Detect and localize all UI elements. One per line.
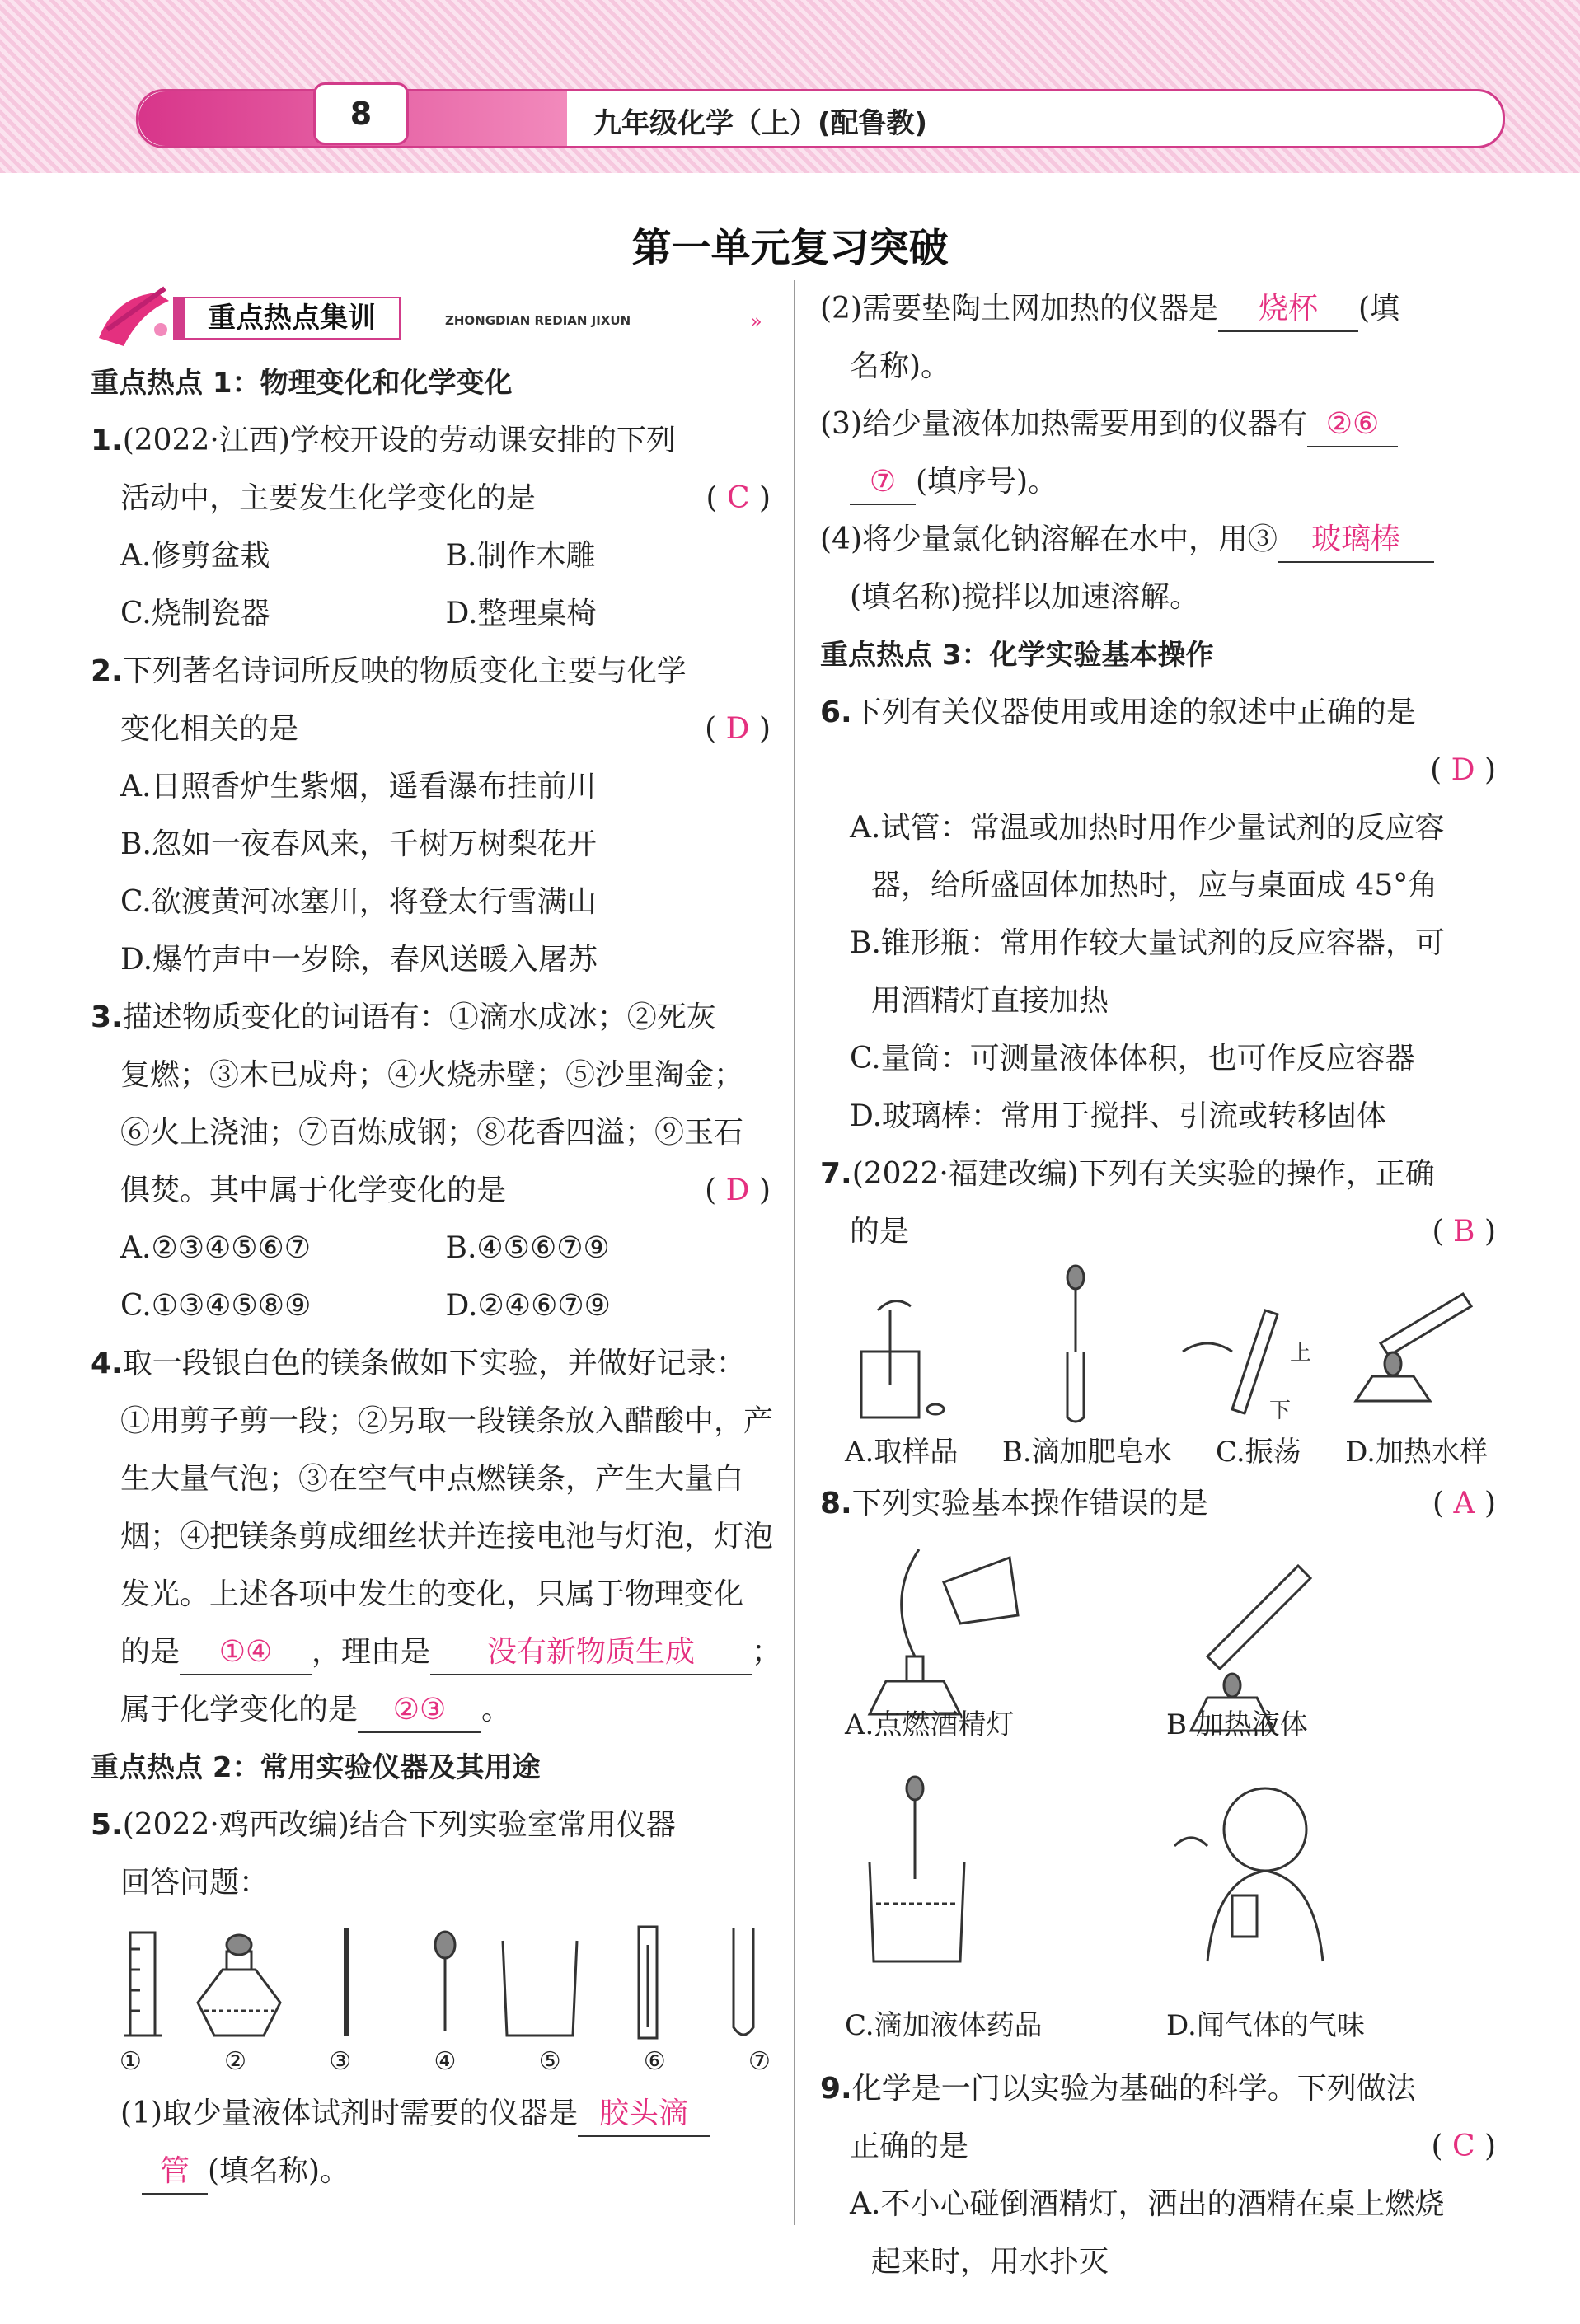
question-text: (2022·鸡西改编)结合下列实验室常用仪器 <box>122 1808 676 1842</box>
question-text: 复燃；③木已成舟；④火烧赤壁；⑤沙里淘金； <box>120 1058 744 1092</box>
caption-a: A.点燃酒精灯 <box>845 1708 1015 1741</box>
option-b: B.④⑤⑥⑦⑨ <box>445 1231 610 1265</box>
question-text: 生大量气泡；③在空气中点燃镁条，产生大量白 <box>120 1462 744 1496</box>
question-text: 的是 <box>120 1635 181 1669</box>
answer-blank: ⑦ <box>850 461 916 505</box>
question-text: 下列著名诗词所反映的物质变化主要与化学 <box>122 654 687 688</box>
question-5 <box>91 1797 771 1854</box>
options-row <box>91 527 771 585</box>
answer: D <box>1451 753 1475 787</box>
option-c: C.量筒：可测量液体体积，也可作反应容器 <box>850 1042 1415 1075</box>
answer-paren: ( B ) <box>1432 1215 1496 1249</box>
instruments-drawing <box>91 1920 771 2044</box>
label-5: ⑤ <box>538 2047 561 2076</box>
question-text: 描述物质变化的词语有：①滴水成冰；②死灰 <box>122 1000 716 1034</box>
options-row <box>91 1220 771 1277</box>
question-number: 2. <box>91 654 123 688</box>
question-number: 3. <box>91 1000 123 1034</box>
question-text: 俱焚。其中属于化学变化的是 <box>120 1174 507 1207</box>
smelling-gas-icon <box>1174 1788 1323 1961</box>
question-number: 9. <box>820 2072 852 2106</box>
option-b: B.制作木雕 <box>445 539 596 573</box>
section-heading-3: 重点热点 3：化学实验基本操作 <box>820 639 1214 672</box>
label-1: ① <box>120 2047 142 2076</box>
taking-sample-icon <box>861 1301 944 1417</box>
down-label: 下 <box>1269 1399 1292 1423</box>
option-a: A.不小心碰倒酒精灯，洒出的酒精在桌上燃烧 <box>850 2187 1445 2221</box>
question-text-line <box>91 1162 771 1220</box>
page-title: 第一单元复习突破 <box>631 225 949 271</box>
option-d: D.爆竹声中一岁除，春风送暖入屠苏 <box>120 943 598 977</box>
question-5-part-3 <box>820 396 1496 453</box>
question-number: 8. <box>820 1487 852 1520</box>
question-text: 取一段银白色的镁条做如下实验，并做好记录： <box>122 1347 746 1380</box>
alcohol-lamp-icon <box>198 1935 280 2036</box>
label-6: ⑥ <box>643 2047 666 2076</box>
option-a: A.②③④⑤⑥⑦ <box>120 1231 312 1265</box>
answer-blank: 玻璃棒 <box>1278 518 1434 563</box>
column-divider <box>794 280 795 2225</box>
question-text: 回答问题： <box>120 1866 270 1900</box>
question-text: (填 <box>1358 292 1400 326</box>
answer-paren: ( A ) <box>1432 1487 1496 1520</box>
q8-captions-bottom <box>845 2003 1488 2043</box>
test-tube-holder-icon <box>639 1927 657 2038</box>
question-text: ，理由是 <box>312 1635 431 1669</box>
label-4: ④ <box>434 2047 457 2076</box>
page-number: 8 <box>313 82 409 145</box>
right-column <box>820 280 1496 2291</box>
adding-liquid-icon <box>870 1777 964 1961</box>
book-title: 九年级化学（上）(配鲁教) <box>593 107 928 140</box>
answer-blank: 烧杯 <box>1218 288 1358 332</box>
caption-b: B.滴加肥皂水 <box>1001 1436 1172 1469</box>
question-5-part-1 <box>91 2085 771 2143</box>
question-text: (填名称)搅拌以加速溶解。 <box>850 580 1200 614</box>
question-text: (2022·江西)学校开设的劳动课安排的下列 <box>122 424 676 457</box>
question-text-line <box>820 453 1496 511</box>
question-text: (3)给少量液体加热需要用到的仪器有 <box>820 407 1307 441</box>
question-number: 5. <box>91 1808 123 1842</box>
answer-blank-2: 没有新物质生成 <box>430 1631 752 1675</box>
heating-sample-icon <box>1356 1294 1471 1401</box>
lighting-lamp-icon <box>870 1549 1018 1714</box>
question-text: 下列有关仪器使用或用途的叙述中正确的是 <box>851 696 1416 729</box>
question-text-line <box>91 1681 771 1739</box>
caption-d: D.闻气体的气味 <box>1166 2009 1365 2042</box>
question-text-line <box>91 470 771 527</box>
option-b: B.锥形瓶：常用作较大量试剂的反应容器，可 <box>850 926 1445 960</box>
answer: C <box>726 481 750 515</box>
question-3 <box>91 989 771 1047</box>
option-b: B.忽如一夜春风来，千树万树梨花开 <box>120 827 597 861</box>
option-b-cont: 用酒精灯直接加热 <box>871 984 1109 1018</box>
question-5-part-4 <box>820 511 1496 569</box>
question-text: (填名称)。 <box>208 2154 350 2188</box>
question-text: 烟；④把镁条剪成细丝状并连接电池与灯泡，灯泡 <box>120 1520 774 1553</box>
question-text: 属于化学变化的是 <box>120 1693 359 1727</box>
option-c: C.烧制瓷器 <box>120 597 270 630</box>
caption-c: C.滴加液体药品 <box>845 2009 1043 2042</box>
question-text: 化学是一门以实验为基础的科学。下列做法 <box>851 2072 1416 2106</box>
option-d: D.整理桌椅 <box>445 597 597 630</box>
answer-blank-1: ①④ <box>180 1631 312 1675</box>
options-row <box>91 585 771 643</box>
beaker-icon <box>503 1941 577 2036</box>
option-d: D.②④⑥⑦⑨ <box>445 1289 611 1323</box>
answer: D <box>725 1174 750 1207</box>
answer-paren: ( D ) <box>705 1174 771 1207</box>
pen-hand-icon <box>91 280 181 354</box>
label-3: ③ <box>329 2047 352 2076</box>
q7-drawings <box>820 1261 1496 1426</box>
question-1 <box>91 412 771 470</box>
question-text: 下列实验基本操作错误的是 <box>851 1487 1208 1520</box>
question-number: 6. <box>820 696 852 729</box>
instrument-labels <box>91 2047 771 2076</box>
question-8 <box>820 1475 1496 1533</box>
answer-line <box>820 742 1496 799</box>
section-heading-1: 重点热点 1：物理变化和化学变化 <box>91 367 513 400</box>
option-a-cont: 器，给所盛固体加热时，应与桌面成 45°角 <box>871 869 1438 902</box>
caption-b: B 加热液体 <box>1166 1708 1308 1741</box>
question-6 <box>820 684 1496 742</box>
banner-subtitle: ZHONGDIAN REDIAN JIXUN <box>445 313 631 328</box>
question-text: (2022·福建改编)下列有关实验的操作，正确 <box>851 1157 1435 1191</box>
q8-figure <box>820 1533 1496 2060</box>
options-row <box>91 1277 771 1335</box>
shaking-tube-icon <box>1183 1310 1311 1423</box>
question-text: 。 <box>481 1693 512 1727</box>
question-9 <box>820 2060 1496 2118</box>
left-column <box>91 280 782 2200</box>
answer-paren: ( C ) <box>706 481 771 515</box>
option-a: A.日照香炉生紫烟，遥看瀑布挂前川 <box>120 770 597 804</box>
question-text: ； <box>752 1635 782 1669</box>
answer-paren: ( C ) <box>1431 2130 1496 2163</box>
question-text: 变化相关的是 <box>120 712 299 746</box>
answer: A <box>1453 1487 1475 1520</box>
q7-figure <box>820 1261 1496 1475</box>
question-text: ⑥火上浇油；⑦百炼成钢；⑧花香四溢；⑨玉石 <box>120 1116 744 1150</box>
answer-paren: ( D ) <box>1430 753 1496 787</box>
caption-c: C.振荡 <box>1216 1436 1301 1469</box>
option-a-cont: 起来时，用水扑灭 <box>871 2245 1109 2279</box>
question-7 <box>820 1146 1496 1203</box>
question-text-line <box>91 1624 782 1681</box>
option-a: A.修剪盆栽 <box>120 539 270 573</box>
instruments-figure <box>91 1920 771 2085</box>
option-c: C.①③④⑤⑧⑨ <box>120 1289 312 1323</box>
question-text: ①用剪子剪一段；②另取一段镁条放入醋酸中，产 <box>120 1404 774 1438</box>
dropper-icon <box>435 1932 455 2031</box>
banner-title: 重点热点集训 <box>183 297 401 340</box>
question-number: 7. <box>820 1157 852 1191</box>
section-banner <box>91 280 771 354</box>
question-text-line <box>91 700 771 758</box>
question-text: 名称)。 <box>850 349 951 383</box>
question-text-line <box>820 2118 1496 2176</box>
option-c: C.欲渡黄河冰塞川，将登太行雪满山 <box>120 885 597 919</box>
dropper-tube-icon <box>1067 1266 1084 1422</box>
q8-captions-top <box>845 1702 1488 1742</box>
question-text-line <box>820 1203 1496 1261</box>
question-text: (填序号)。 <box>916 465 1058 499</box>
answer-blank: 胶头滴 <box>578 2092 710 2137</box>
answer-paren: ( D ) <box>705 712 771 746</box>
answer: D <box>725 712 750 746</box>
question-text: 的是 <box>850 1215 910 1249</box>
question-text: (1)取少量液体试剂时需要的仪器是 <box>120 2097 578 2130</box>
option-d: D.玻璃棒：常用于搅拌、引流或转移固体 <box>850 1099 1387 1133</box>
test-tube-icon <box>734 1928 753 2035</box>
question-text: 活动中，主要发生化学变化的是 <box>120 481 537 515</box>
question-number: 4. <box>91 1347 123 1380</box>
answer: C <box>1451 2130 1475 2163</box>
question-number: 1. <box>91 424 123 457</box>
answer-blank-3: ②③ <box>358 1689 481 1733</box>
answer-blank: 管 <box>142 2150 208 2195</box>
answer: B <box>1453 1215 1475 1249</box>
caption-a: A.取样品 <box>845 1436 959 1469</box>
q8-drawings <box>820 1533 1496 1994</box>
double-arrow-icon: » <box>750 310 762 333</box>
question-text: (4)将少量氯化钠溶解在水中，用③ <box>820 522 1278 556</box>
question-text: (2)需要垫陶土网加热的仪器是 <box>820 292 1218 326</box>
answer-blank: ②⑥ <box>1307 403 1398 447</box>
option-a: A.试管：常温或加热时用作少量试剂的反应容 <box>850 811 1445 845</box>
measuring-cylinder-icon <box>124 1933 162 2036</box>
label-2: ② <box>224 2047 247 2076</box>
question-text: 正确的是 <box>850 2130 969 2163</box>
q7-captions <box>820 1429 1488 1469</box>
question-text: 发光。上述各项中发生的变化，只属于物理变化 <box>120 1577 744 1611</box>
question-text-line <box>91 2143 771 2200</box>
caption-d: D.加热水样 <box>1345 1436 1488 1469</box>
section-heading-2: 重点热点 2：常用实验仪器及其用途 <box>91 1751 541 1784</box>
question-4 <box>91 1335 771 1393</box>
question-5-part-2 <box>820 280 1496 338</box>
up-label: 上 <box>1290 1341 1312 1366</box>
label-7: ⑦ <box>748 2047 771 2076</box>
question-2 <box>91 643 771 700</box>
